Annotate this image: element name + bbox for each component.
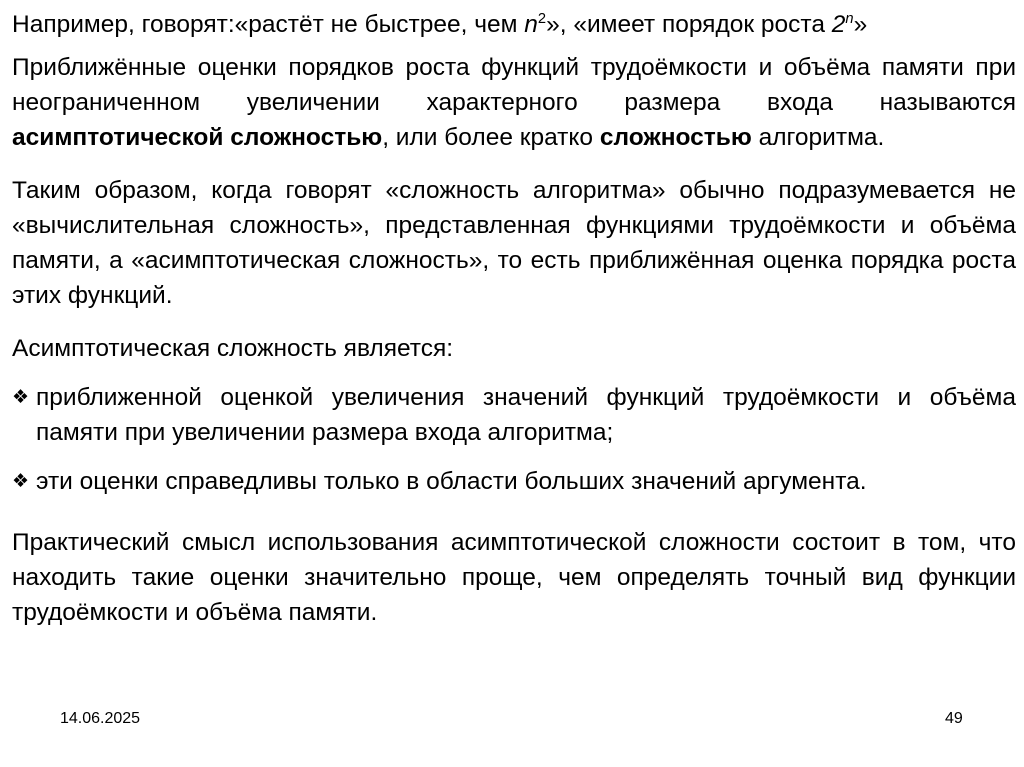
two-base: 2: [831, 11, 846, 38]
bullet-item-2: [12, 464, 1016, 499]
slide-date: 14.06.2025: [60, 710, 141, 727]
paragraph-practical-meaning: Практический смысл использования асимптотической сложности состоит в том, что находить такие оценки значительно проще, чем определять точный вид функции трудоёмкости и объёма памяти.: [12, 529, 1016, 626]
paragraph-asymptotic-is: Асимптотическая сложность является:: [12, 335, 454, 362]
example-text-3: »: [853, 11, 868, 38]
slide-page-number: 49: [945, 710, 963, 727]
diamond-bullet-icon: ❖: [12, 471, 30, 492]
bullet-text-1: приближенной оценкой увеличения значений функций трудоёмкости и объёма памяти при увеличении размера входа алгоритма;: [36, 384, 1016, 446]
example-text-1: Например, говорят:«растёт не быстрее, чем: [12, 11, 525, 38]
example-text-2: », «имеет порядок роста: [546, 11, 832, 38]
two-exponent: n: [845, 10, 854, 27]
definition-text-2: , или более кратко: [382, 124, 600, 151]
diamond-bullet-icon: ❖: [12, 387, 30, 408]
paragraph-definition: [12, 50, 1016, 155]
term-complexity: сложностью: [599, 124, 752, 151]
slide-content: [12, 7, 1016, 630]
bullet-item-1: [12, 380, 1016, 450]
n-variable: n: [524, 11, 538, 38]
definition-text-1: Приближённые оценки порядков роста функций трудоёмкости и объёма памяти при неограниченном увеличении характерного размера входа называются: [12, 54, 1016, 116]
paragraph-example: [12, 7, 1016, 42]
n-exponent: 2: [537, 10, 547, 27]
bullet-text-2: эти оценки справедливы только в области больших значений аргумента.: [36, 468, 867, 495]
paragraph-explanation: Таким образом, когда говорят «сложность алгоритма» обычно подразумевается не «вычислительная сложность», представленная функциями трудоёмкости и объёма памяти, а «асимптотическая сложность», то есть приближённая оценка порядка роста этих функций.: [12, 177, 1016, 309]
definition-text-3: алгоритма.: [751, 124, 885, 151]
term-asymptotic-complexity: асимптотической сложностью: [12, 124, 383, 151]
